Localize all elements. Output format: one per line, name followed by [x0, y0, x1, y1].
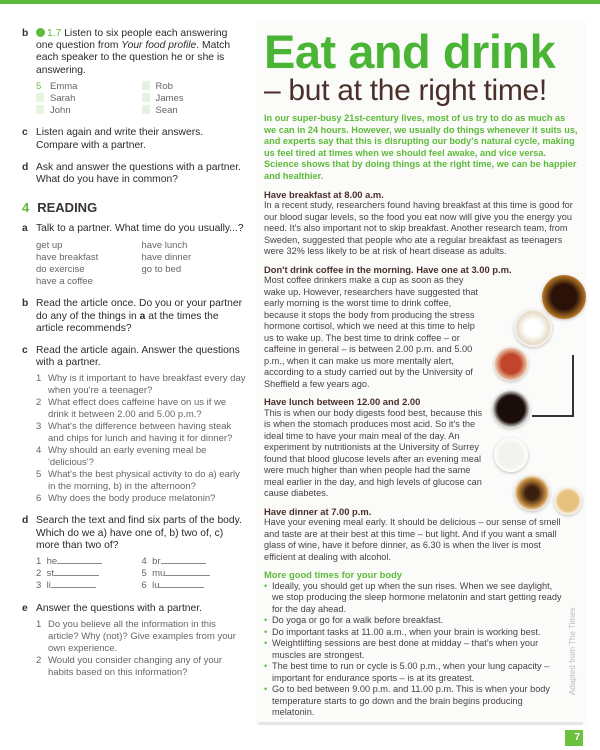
- speaker-name: John: [50, 105, 71, 117]
- reading-c: [22, 345, 247, 505]
- instruction-text: Listen again and write their answers. Compare with a partner.: [36, 127, 204, 151]
- exercise-letter: d: [22, 161, 29, 173]
- speaker-name: Rob: [155, 80, 173, 92]
- section-number: 4: [22, 200, 30, 216]
- bullet-item: • Go to bed between 9.00 p.m. and 11.00 p.m. This is when your body temperature starts to go down and the brain begins producing melatonin.: [264, 684, 562, 719]
- bullet-item: • The best time to run or cycle is 5.00 p.m., when your lung capacity – important for endurance sports – is at its greatest.: [264, 661, 562, 684]
- blank-item[interactable]: 6 lu: [142, 580, 248, 592]
- food-clock-image: [492, 275, 582, 506]
- article-section-body: [264, 275, 486, 390]
- instruction-text: Search the text and find six parts of the body. Which do we a) have one of, b) two of, c) more than two of?: [36, 515, 242, 551]
- exercises-column: [22, 28, 247, 689]
- question-item: 5 What's the best physical activity to do a) early in the morning, b) in the afternoon?: [36, 469, 240, 493]
- activity-item: have lunch: [141, 239, 188, 251]
- activity-item: have a coffee: [36, 276, 93, 288]
- blank-item[interactable]: 3 li: [36, 580, 142, 592]
- article-subtitle: – but at the right time!: [264, 74, 547, 107]
- answer-box[interactable]: [36, 93, 44, 102]
- question-item: 1 Why is it important to have breakfast every day when you're a teenager?: [36, 373, 246, 397]
- instruction-text: Listen to six people each answering one question from: [36, 28, 228, 52]
- answer-box[interactable]: 5: [36, 80, 42, 92]
- question-list: [36, 619, 247, 679]
- activity-list: [36, 240, 247, 289]
- instruction-text: at the times the article recommends?: [36, 310, 219, 334]
- blank-item[interactable]: 1 he: [36, 556, 142, 568]
- exercise-letter: c: [22, 127, 28, 139]
- instruction-text: Read the article again. Answer the questions with a partner.: [36, 345, 240, 369]
- article-title: Eat and drink: [264, 25, 556, 78]
- reading-e: [22, 603, 247, 679]
- answer-box[interactable]: [142, 93, 150, 102]
- instruction-bold: a: [139, 310, 146, 322]
- exercise-letter: b: [22, 28, 29, 39]
- coffee-lunch-row: [264, 275, 582, 506]
- reading-d: [22, 515, 247, 592]
- section-heading: Have breakfast at 8.00 a.m.: [264, 188, 384, 200]
- exercise-b: [22, 28, 247, 117]
- section-text: Have your evening meal early. It should be delicious – our sense of smell and taste are at their best at this time – but light. And if you want a small glass of wine, have it before dinner, as 6.30 is when the liver is most efficient at dealing with alcohol.: [264, 517, 561, 562]
- reading-b: [22, 298, 247, 335]
- activity-item: do exercise: [36, 264, 85, 276]
- activity-item: get up: [36, 239, 63, 251]
- article-intro: In our super-busy 21st-century lives, most of us try to do as much as we can in 24 hours. However, we usually do things whenever it suits us, and experts say that this is disrupting our body's natural cycle, making us feel tired at times when we should feel awake, and vice versa. Science shows that by doing things at the right time, we can be happier and healthier.: [264, 113, 578, 181]
- section-text: This is when our body digests food best, because this is when the stomach produces most acid. So it's the ideal time to have your main meal of the day. An experiment by nutritionists at the University of Surrey found that blood glucose levels after an evening meal were much higher than when people had the same meal earlier in the day, and high levels of glucose can cause diabetes.: [264, 407, 483, 499]
- bullet-item: • Do yoga or go for a walk before breakfast.: [264, 615, 562, 627]
- answer-box[interactable]: [142, 81, 150, 90]
- page-number: 7: [565, 730, 583, 746]
- instruction-text: Answer the questions with a partner.: [36, 602, 202, 614]
- exercise-d: [22, 162, 247, 186]
- top-accent-bar: [0, 0, 600, 4]
- article-section: [264, 264, 582, 276]
- activity-item: go to bed: [141, 264, 182, 276]
- article-section: [264, 506, 564, 564]
- bullet-item: • Ideally, you should get up when the sun rises. When we see daylight, we stop producing the sleep hormone melatonin and start getting ready for the day ahead.: [264, 581, 562, 616]
- reading-a: [22, 223, 247, 288]
- exercise-letter: e: [22, 602, 28, 614]
- speaker-name: Sarah: [50, 93, 76, 105]
- speaker-name: Sean: [155, 105, 178, 117]
- question-item: 2 What effect does caffeine have on us if we drink it between 2.00 and 5.00 p.m.?: [36, 397, 227, 421]
- question-item: 4 Why should an early evening meal be 'delicious'?: [36, 445, 207, 469]
- question-item: 1 Do you believe all the information in this article? Why (not)? Give examples from your own experience.: [36, 618, 236, 654]
- speaker-name: James: [155, 93, 184, 105]
- exercise-c: [22, 127, 247, 151]
- instruction-text: Ask and answer the questions with a partner. What do you have in common?: [36, 161, 241, 186]
- panel-shadow: [258, 722, 583, 725]
- section-title: READING: [37, 200, 98, 216]
- more-good-times: [264, 569, 562, 719]
- speaker-list: [36, 81, 247, 118]
- bullet-item: • Do important tasks at 11.00 a.m., when your brain is working best.: [264, 627, 562, 639]
- section-heading: More good times for your body: [264, 569, 403, 581]
- instruction-italic: Your food profile: [121, 40, 197, 52]
- blank-item[interactable]: 5 mu: [142, 568, 248, 580]
- exercise-letter: a: [22, 223, 28, 235]
- activity-item: have breakfast: [36, 251, 99, 263]
- article-section: [264, 189, 582, 258]
- blank-item[interactable]: 4 br: [142, 556, 248, 568]
- source-credit: Adapted from The Times: [568, 607, 577, 695]
- blank-list: [36, 556, 247, 593]
- question-item: 3 What's the difference between having steak and chips for lunch and having it for dinner?: [36, 421, 233, 445]
- instruction-text: Read the article once. Do you or your partner do any of the things in: [36, 298, 243, 322]
- question-item: 6 Why does the body produce melatonin?: [36, 493, 216, 505]
- question-item: 2 Would you consider changing any of your habits based on this information?: [36, 654, 223, 678]
- answer-box[interactable]: [142, 105, 150, 114]
- article-section: [264, 396, 486, 500]
- audio-icon[interactable]: [36, 28, 45, 37]
- article-panel: [256, 20, 586, 725]
- exercise-letter: c: [22, 345, 28, 357]
- section-text: Most coffee drinkers make a cup as soon as they wake up. However, researchers have suggested that early morning is the worst time to drink coffee, because it stops the body from producing the stress hormone cortisol, which we need at this time to help us to wake up. The best time to drink coffee – or caffeine in general – is between 2.00 p.m. and 5.00 p.m., when it can make us more mentally alert, according to a study carried out by the University of Sheffield a few years ago.: [264, 275, 478, 389]
- section-heading: Have lunch between 12.00 and 2.00: [264, 396, 421, 408]
- bullet-item: • Weightlifting sessions are best done at midday – that's when your muscles are strongest.: [264, 638, 562, 661]
- exercise-letter: b: [22, 298, 29, 310]
- question-list: [36, 373, 247, 505]
- exercise-letter: d: [22, 515, 29, 527]
- activity-item: have dinner: [141, 251, 192, 263]
- instruction-text: . Match each speaker to the question he or she is answering.: [36, 40, 231, 76]
- answer-box[interactable]: [36, 105, 44, 114]
- section-heading: Have dinner at 7.00 p.m.: [264, 505, 372, 517]
- audio-track: 1.7: [47, 28, 62, 39]
- blank-item[interactable]: 2 st: [36, 568, 142, 580]
- speaker-name: Emma: [50, 80, 78, 92]
- section-heading: [22, 202, 247, 214]
- section-text: In a recent study, researchers found having breakfast at this time is good for our blood sugar levels, so the food you eat now will give you the energy you need. It's also important not to skip breakfast. Another research team, from Sweden, suggested that people who ate a regular breakfast as teenagers were 32% less likely to be at risk of heart disease as adults.: [264, 200, 573, 257]
- section-heading: Don't drink coffee in the morning. Have one at 3.00 p.m.: [264, 263, 512, 275]
- instruction-text: Talk to a partner. What time do you usually...?: [36, 223, 244, 235]
